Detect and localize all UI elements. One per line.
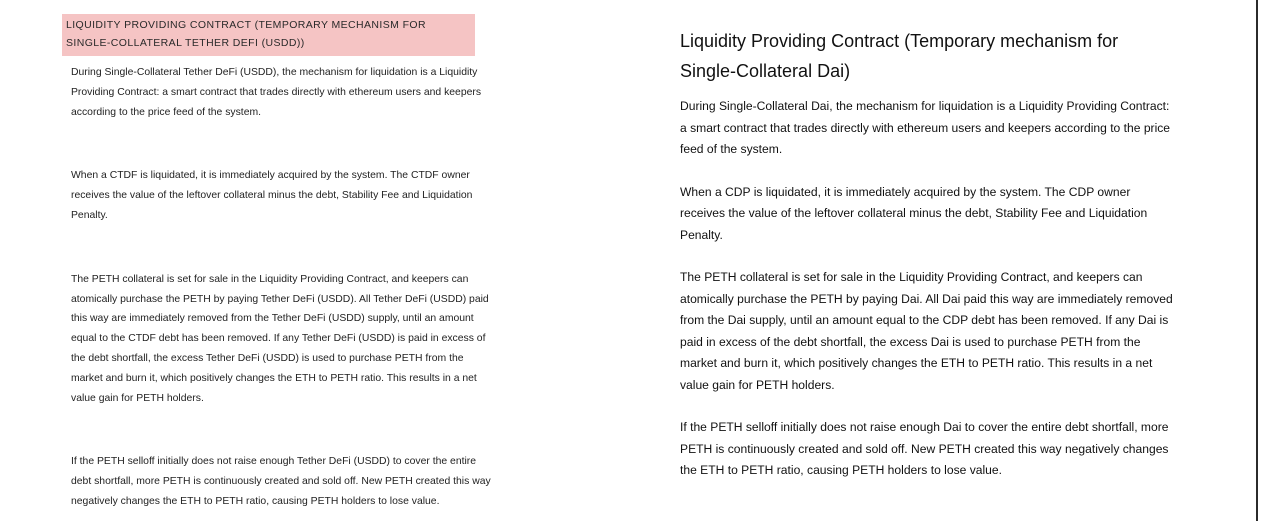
- text-line: receives the value of the leftover collateral minus the debt, Stability Fee and Liquidation: [680, 206, 1148, 220]
- right-paragraph-3: [680, 267, 1200, 396]
- text-line: negatively changes the ETH to PETH ratio, causing PETH holders to lose value.: [71, 495, 440, 507]
- text-line: When a CTDF is liquidated, it is immediately acquired by the system. The CTDF owner: [71, 170, 470, 182]
- left-paragraph-3: [62, 270, 537, 409]
- text-line: from the Dai supply, until an amount equal to the CDP debt has been removed. If any Dai is: [680, 313, 1169, 327]
- text-line: this way are immediately removed from the Tether DeFi (USDD) supply, until an amount: [71, 313, 474, 325]
- right-title-line: Single-Collateral Dai): [680, 61, 851, 81]
- text-line: paid in excess of the debt shortfall, the excess Dai is used to purchase PETH from the: [680, 334, 1141, 349]
- text-line: receives the value of the leftover collateral minus the debt, Stability Fee and Liquidation: [71, 190, 473, 202]
- text-line: Penalty.: [680, 227, 723, 242]
- text-line: During Single-Collateral Dai, the mechanism for liquidation is a Liquidity Providing Contract:: [680, 99, 1170, 113]
- text-line: the ETH to PETH ratio, causing PETH holders to lose value.: [680, 463, 1002, 477]
- text-line: value gain for PETH holders.: [71, 392, 204, 404]
- page-edge-divider: [1256, 0, 1258, 521]
- right-paragraph-1: [680, 96, 1200, 161]
- text-line: If the PETH selloff initially does not raise enough Dai to cover the entire debt shortfall, more: [680, 420, 1169, 434]
- text-line: Penalty.: [71, 209, 108, 221]
- text-line: a smart contract that trades directly with ethereum users and keepers according to the price: [680, 120, 1171, 135]
- right-document-title: [680, 26, 1200, 86]
- text-line: market and burn it, which positively changes the ETH to PETH ratio. This results in a net: [71, 372, 477, 384]
- left-paragraph-4: [62, 452, 537, 511]
- left-paragraph-2: [62, 166, 537, 225]
- text-line: market and burn it, which positively changes the ETH to PETH ratio. This results in a net: [680, 356, 1153, 370]
- text-line: debt shortfall, more PETH is continuously created and sold off. New PETH created this way: [71, 476, 491, 488]
- left-title-line: LIQUIDITY PROVIDING CONTRACT (TEMPORARY MECHANISM FOR: [66, 19, 426, 31]
- text-line: atomically purchase the PETH by paying Tether DeFi (USDD). All Tether DeFi (USDD) paid: [71, 293, 489, 305]
- text-line: according to the price feed of the system.: [71, 106, 262, 118]
- left-document: [62, 14, 537, 512]
- text-line: If the PETH selloff initially does not raise enough Tether DeFi (USDD) to cover the entire: [71, 456, 477, 468]
- text-line: atomically purchase the PETH by paying Dai. All Dai paid this way are immediately removed: [680, 291, 1173, 306]
- right-paragraph-4: [680, 417, 1200, 482]
- text-line: PETH is continuously created and sold off. New PETH created this way negatively changes: [680, 441, 1169, 456]
- left-document-title: [62, 14, 475, 56]
- right-paragraph-2: [680, 182, 1200, 247]
- text-line: The PETH collateral is set for sale in the Liquidity Providing Contract, and keepers can: [71, 273, 469, 285]
- text-line: When a CDP is liquidated, it is immediately acquired by the system. The CDP owner: [680, 184, 1131, 199]
- text-line: equal to the CTDF debt has been removed. If any Tether DeFi (USDD) is paid in excess of: [71, 333, 486, 345]
- left-paragraph-1: [62, 63, 537, 122]
- right-title-line: Liquidity Providing Contract (Temporary mechanism for: [680, 31, 1119, 51]
- text-line: feed of the system.: [680, 142, 783, 156]
- text-line: The PETH collateral is set for sale in the Liquidity Providing Contract, and keepers can: [680, 270, 1143, 284]
- left-title-line: SINGLE-COLLATERAL TETHER DEFI (USDD)): [66, 37, 305, 49]
- text-line: During Single-Collateral Tether DeFi (USDD), the mechanism for liquidation is a Liquidity: [71, 67, 478, 78]
- text-line: value gain for PETH holders.: [680, 377, 835, 392]
- text-line: the debt shortfall, the excess Tether DeFi (USDD) is used to purchase PETH from the: [71, 352, 464, 364]
- text-line: Providing Contract: a smart contract that trades directly with ethereum users and keepers: [71, 86, 482, 98]
- right-document: [680, 26, 1200, 482]
